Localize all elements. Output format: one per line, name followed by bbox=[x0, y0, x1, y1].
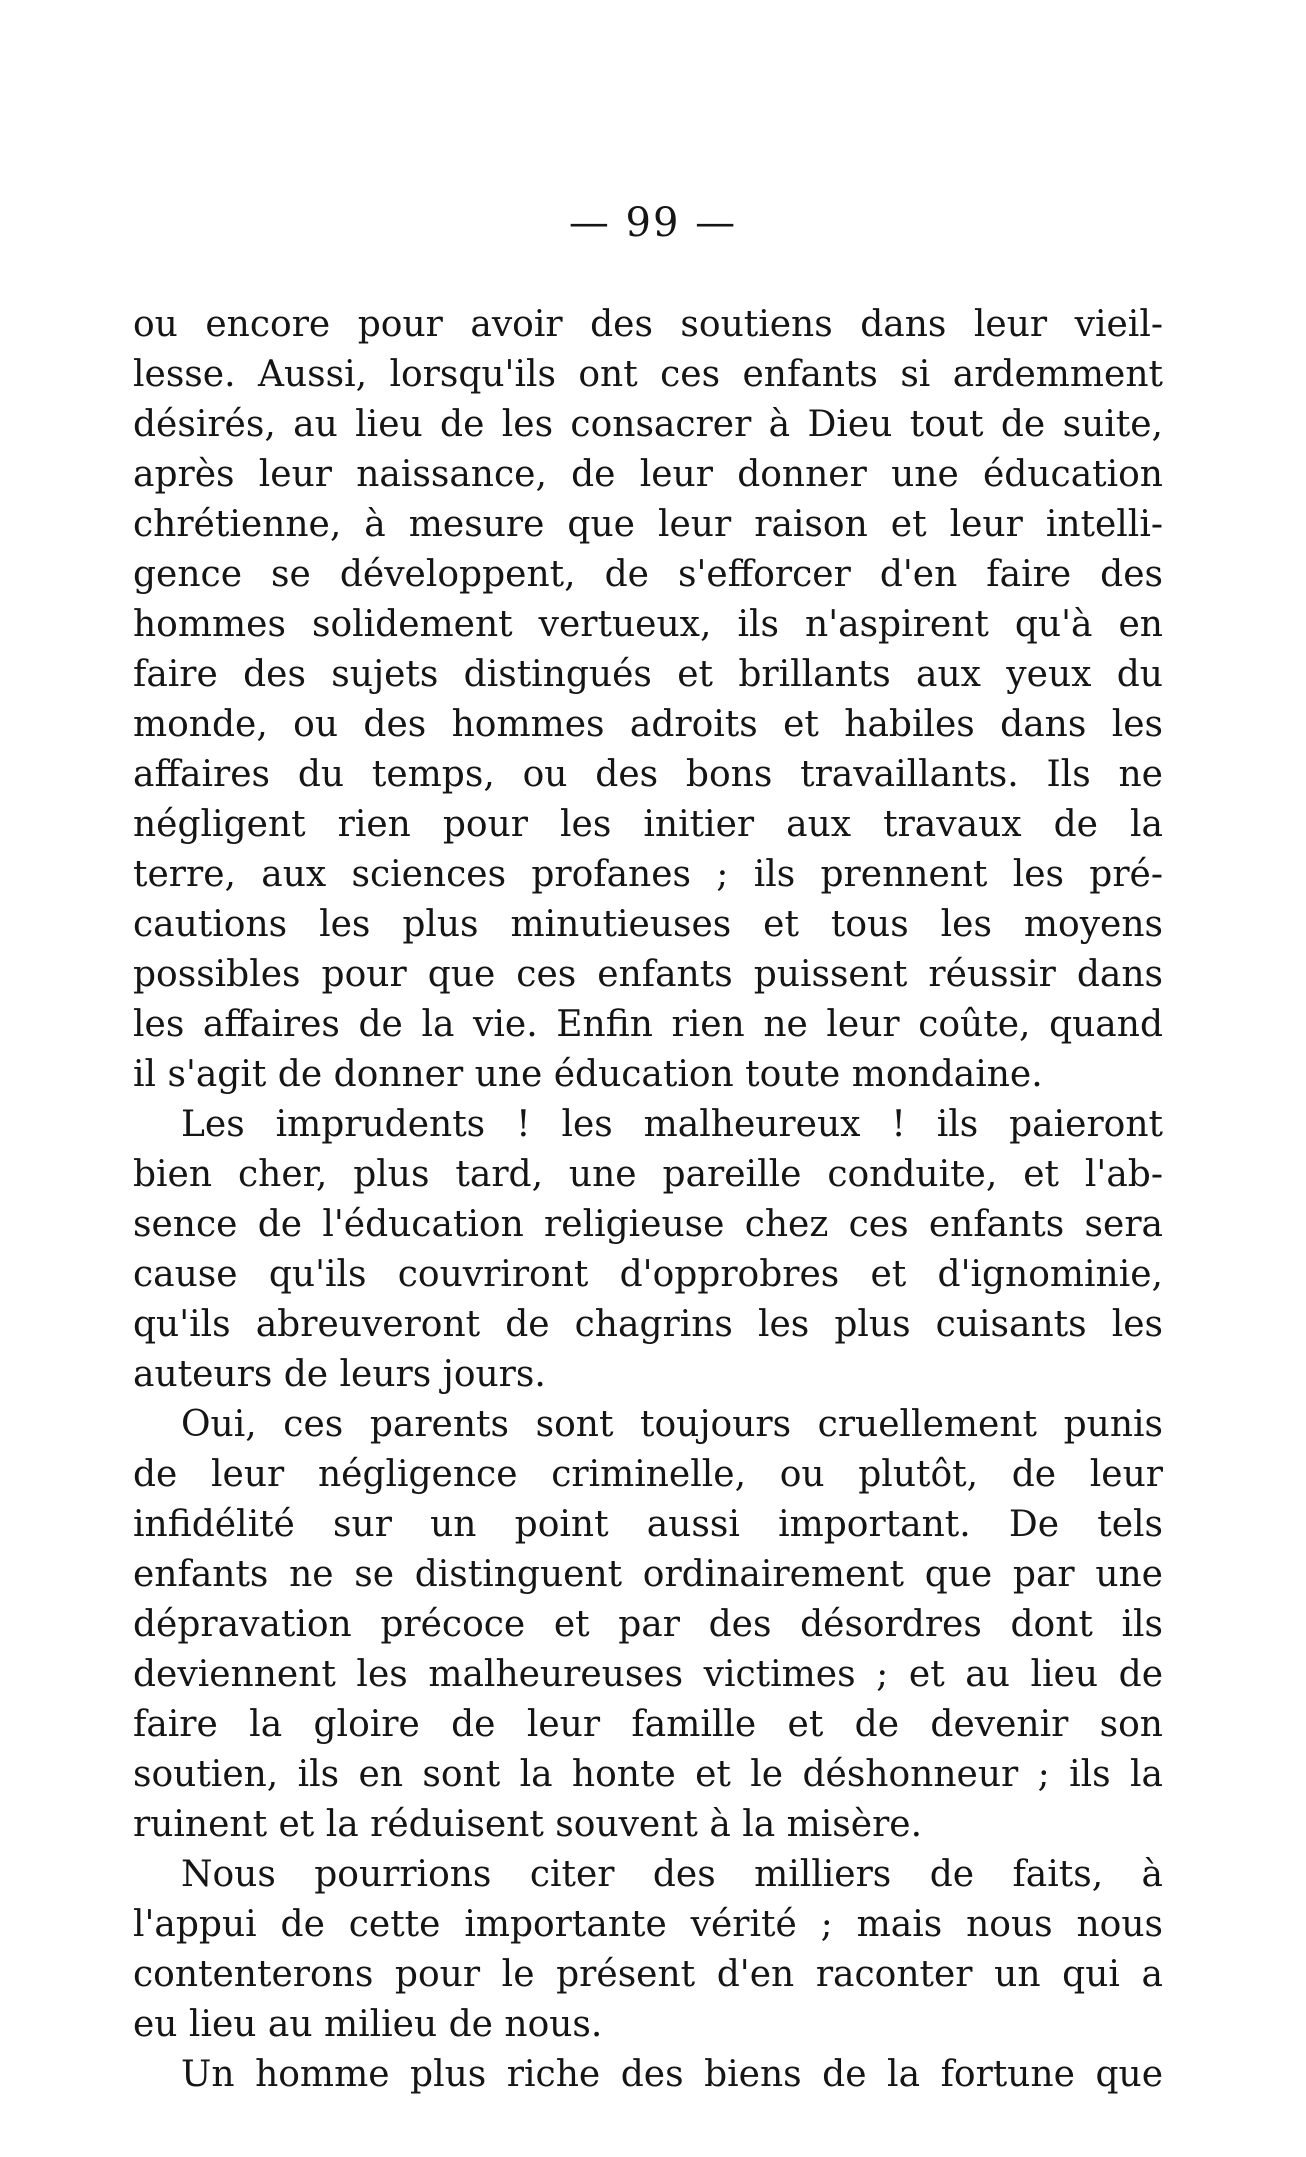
text-line: Un homme plus riche des biens de la fortune que bbox=[181, 2054, 1163, 2095]
text-line: il s'agit de donner une éducation toute mondaine. bbox=[133, 1054, 1043, 1095]
text-line: Les imprudents ! les malheureux ! ils paieront bbox=[181, 1104, 1163, 1145]
text-line: sence de l'éducation religieuse chez ces enfants sera bbox=[133, 1204, 1163, 1245]
text-line: qu'ils abreuveront de chagrins les plus cuisants les bbox=[133, 1304, 1163, 1345]
text-line: gence se développent, de s'efforcer d'en faire des bbox=[133, 554, 1163, 595]
text-line: cause qu'ils couvriront d'opprobres et d'ignominie, bbox=[133, 1254, 1163, 1295]
text-line: lesse. Aussi, lorsqu'ils ont ces enfants si ardemment bbox=[133, 354, 1163, 395]
text-line: infidélité sur un point aussi important. De tels bbox=[133, 1504, 1163, 1545]
text-line: faire des sujets distingués et brillants aux yeux du bbox=[133, 654, 1163, 695]
text-line: Nous pourrions citer des milliers de faits, à bbox=[181, 1854, 1163, 1895]
text-line: chrétienne, à mesure que leur raison et leur intelli- bbox=[133, 504, 1163, 545]
text-line: possibles pour que ces enfants puissent réussir dans bbox=[133, 954, 1163, 995]
text-line: deviennent les malheureuses victimes ; et au lieu de bbox=[133, 1654, 1163, 1695]
text-line: auteurs de leurs jours. bbox=[133, 1354, 546, 1395]
body-text bbox=[133, 300, 1163, 2100]
text-line: eu lieu au milieu de nous. bbox=[133, 2004, 603, 2045]
text-line: enfants ne se distinguent ordinairement que par une bbox=[133, 1554, 1163, 1595]
text-line: bien cher, plus tard, une pareille conduite, et l'ab- bbox=[133, 1154, 1163, 1195]
text-line: terre, aux sciences profanes ; ils prennent les pré- bbox=[133, 854, 1163, 895]
text-line: monde, ou des hommes adroits et habiles dans les bbox=[133, 704, 1163, 745]
text-line: ruinent et la réduisent souvent à la misère. bbox=[133, 1804, 923, 1845]
text-line: Oui, ces parents sont toujours cruellement punis bbox=[181, 1404, 1163, 1445]
text-line: soutien, ils en sont la honte et le déshonneur ; ils la bbox=[133, 1754, 1163, 1795]
page-number: — 99 — bbox=[568, 200, 738, 246]
text-line: affaires du temps, ou des bons travaillants. Ils ne bbox=[133, 754, 1163, 795]
text-line: ou encore pour avoir des soutiens dans leur vieil- bbox=[133, 304, 1163, 345]
text-line: l'appui de cette importante vérité ; mais nous nous bbox=[133, 1904, 1163, 1945]
text-line: après leur naissance, de leur donner une éducation bbox=[133, 454, 1163, 495]
text-line: cautions les plus minutieuses et tous les moyens bbox=[133, 904, 1163, 945]
text-line: contenterons pour le présent d'en raconter un qui a bbox=[133, 1954, 1163, 1995]
text-line: hommes solidement vertueux, ils n'aspirent qu'à en bbox=[133, 604, 1163, 645]
text-line: dépravation précoce et par des désordres dont ils bbox=[133, 1604, 1163, 1645]
text-line: de leur négligence criminelle, ou plutôt, de leur bbox=[133, 1454, 1163, 1495]
text-line: négligent rien pour les initier aux travaux de la bbox=[133, 804, 1163, 845]
text-line: faire la gloire de leur famille et de devenir son bbox=[133, 1704, 1163, 1745]
text-line: désirés, au lieu de les consacrer à Dieu tout de suite, bbox=[133, 404, 1163, 445]
text-line: les affaires de la vie. Enfin rien ne leur coûte, quand bbox=[133, 1004, 1163, 1045]
